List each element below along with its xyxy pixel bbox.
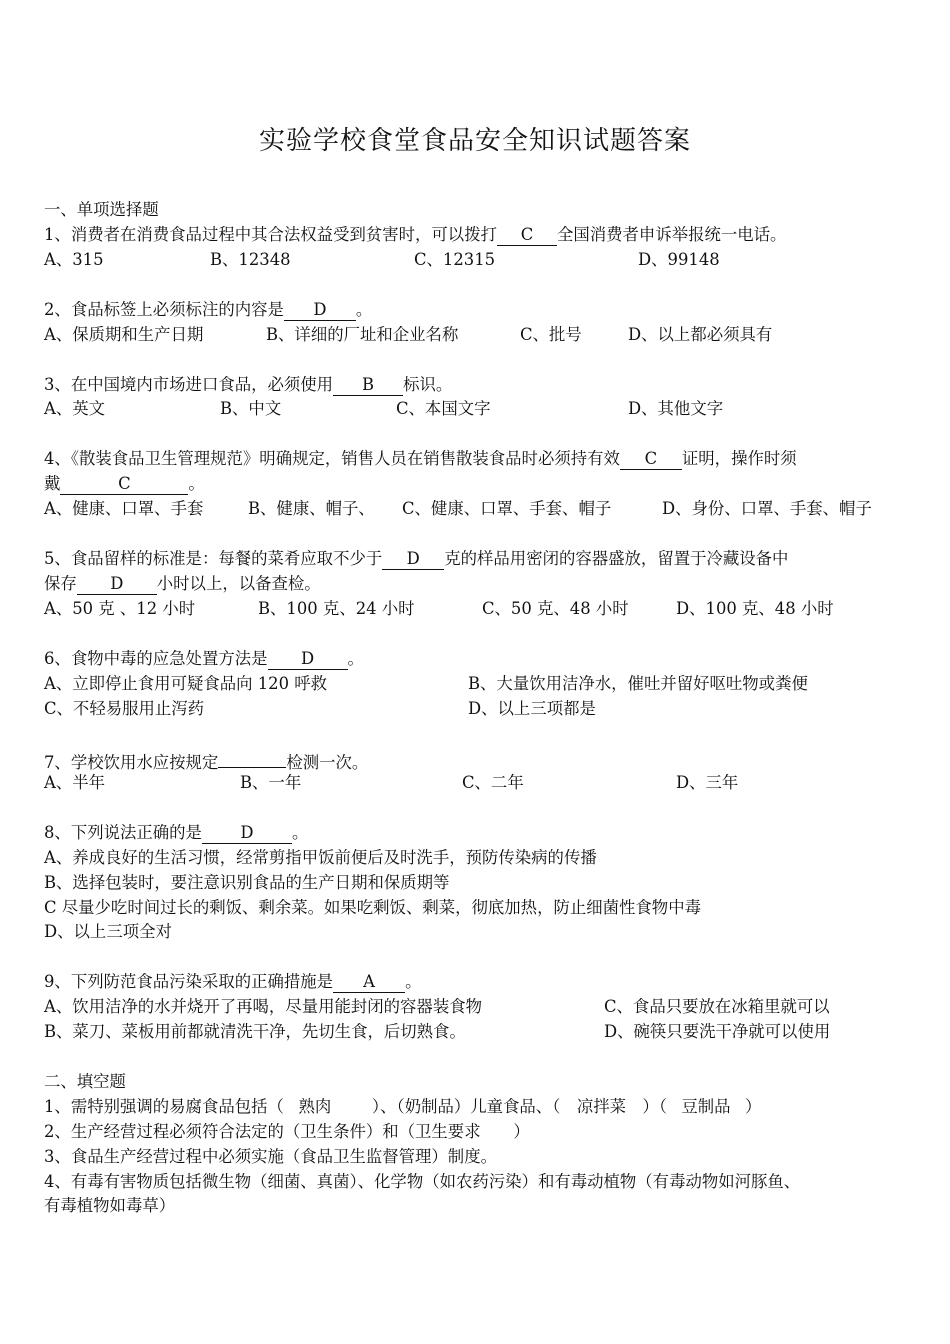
option-a: A、保质期和生产日期 [44,325,204,344]
answer-blank: D [202,823,292,844]
answer-blank-1: D [382,549,444,570]
option-c: C、食品只要放在冰箱里就可以 [604,997,830,1016]
question-6-options-row-2 [44,697,904,721]
question-3 [44,373,452,397]
question-text: 2、食品标签上必须标注的内容是 [44,300,284,319]
question-5 [44,547,788,571]
fill-answer-3: 凉拌菜 [576,1097,626,1116]
question-8 [44,821,308,845]
option-b: B、一年 [240,773,302,792]
question-4 [44,447,797,471]
option-c: C、本国文字 [396,399,491,418]
option-a: A、健康、口罩、手套 [44,499,204,518]
option-c: C、批号 [520,325,582,344]
section-heading-fill-in: 二、填空题 [44,1072,126,1091]
fill-text-end: ） [745,1097,762,1116]
question-text: 8、下列说法正确的是 [44,823,202,842]
question-9-options-row-2 [44,1020,914,1044]
question-text: 5、食品留样的标准是：每餐的菜肴应取不少于 [44,549,383,568]
question-7-options [44,771,904,795]
question-text: 7、学校饮用水应按规定 [44,753,219,772]
question-3-options [44,397,904,421]
option-b: B、12348 [210,250,291,269]
option-d: D、以上都必须具有 [628,325,773,344]
question-text-end: 检测一次。 [286,753,369,772]
question-9 [44,970,421,994]
question-2-options [44,323,904,347]
question-2 [44,298,372,322]
question-4-options [44,497,914,521]
answer-blank: C [497,225,557,246]
question-text-end: 标识。 [403,375,453,394]
option-c: C、二年 [462,773,524,792]
answer-blank [218,747,286,768]
option-b: B、大量饮用洁净水，催吐并留好呕吐物或粪便 [468,674,808,693]
option-b: B、选择包装时，要注意识别食品的生产日期和保质期等 [44,873,450,892]
question-text: 9、下列防范食品污染采取的正确措施是 [44,972,334,991]
answer-blank: A [333,972,405,993]
answer-blank: D [284,300,356,321]
option-a: A、315 [44,250,104,269]
question-1-options [44,248,904,272]
question-6 [44,647,364,671]
fill-question-3: 3、食品生产经营过程中必须实施（食品卫生监督管理）制度。 [44,1147,497,1166]
option-a: A、立即停止食用可疑食品向 120 呼救 [44,674,328,693]
option-a: A、英文 [44,399,106,418]
question-6-options-row-1 [44,672,904,696]
question-text-end: 全国消费者申诉举报统一电话。 [556,225,787,244]
option-c: C、50 克、48 小时 [482,599,629,618]
question-text: 6、食物中毒的应急处置方法是 [44,649,268,668]
option-a: A、养成良好的生活习惯，经常剪指甲饭前便后及时洗手，预防传染病的传播 [44,848,597,867]
fill-answer-4: 豆制品 [681,1097,731,1116]
question-1 [44,223,786,247]
fill-text: ）（ [642,1097,667,1116]
question-text-end: 小时以上，以备查检。 [156,574,321,593]
document-title: 实验学校食堂食品安全知识试题答案 [258,126,691,156]
option-a: A、饮用洁净的水并烧开了再喝，尽量用能封闭的容器装食物 [44,997,482,1016]
fill-text: 1、需特别强调的易腐食品包括（ [44,1097,284,1116]
answer-blank-1: C [620,449,682,470]
fill-question-2: 2、生产经营过程必须符合法定的（卫生条件）和（卫生要求 ） [44,1122,530,1141]
option-b: B、菜刀、菜板用前都就清洗干净，先切生食，后切熟食。 [44,1022,466,1041]
fill-answer-2: 奶制品 [404,1097,454,1116]
fill-answer-1: 熟肉 [298,1097,332,1116]
question-text: 1、消费者在消费食品过程中其合法权益受到贫害时，可以拨打 [44,225,497,244]
question-text-mid: 证明，操作时须 [681,449,797,468]
fill-question-4: 4、有毒有害物质包括微生物（细菌、真菌）、化学物（如农药污染）和有毒动植物（有毒动物如河豚鱼、 [44,1172,801,1191]
question-text-end: 。 [188,474,205,493]
question-text-mid: 克的样品用密闭的容器盛放，留置于冷藏设备中 [444,549,789,568]
answer-blank: B [333,375,403,396]
option-c: C、12315 [414,250,496,269]
option-d: D、三年 [676,773,739,792]
option-d: D、其他文字 [628,399,724,418]
question-text-end: 。 [405,972,422,991]
option-a: A、50 克 、12 小时 [44,599,196,618]
section-heading-single-choice: 一、单项选择题 [44,200,159,219]
option-a: A、半年 [44,773,106,792]
option-c: C、不轻易服用止泻药 [44,699,205,718]
option-d: D、99148 [638,250,720,269]
question-5-line-2 [44,572,321,596]
answer-blank-2: D [77,574,157,595]
answer-blank-2: C [60,474,188,495]
answer-blank: D [268,649,348,670]
option-d: D、100 克、48 小时 [676,599,834,618]
option-b: B、100 克、24 小时 [258,599,415,618]
question-text-end: 。 [291,823,309,842]
fill-text: ）儿童食品、（ [453,1097,561,1116]
question-text: 戴 [44,474,61,493]
question-text-end: 。 [347,649,364,668]
question-text: 4、《散装食品卫生管理规范》明确规定，销售人员在销售散装食品时必须持有效 [44,449,620,468]
option-c: C 尽量少吃时间过长的剩饭、剩余菜。如果吃剩饭、剩菜，彻底加热，防止细菌性食物中毒 [44,898,701,917]
question-4-line-2 [44,472,205,496]
fill-text: ）、（ [371,1097,405,1116]
question-9-options-row-1 [44,995,914,1019]
question-text: 保存 [44,574,77,593]
question-5-options [44,597,904,621]
fill-question-4-continued: 有毒植物如毒草） [44,1196,176,1215]
option-d: D、以上三项都是 [468,699,596,718]
option-b: B、中文 [220,399,282,418]
fill-question-1 [44,1095,761,1119]
option-b: B、健康、帽子、 [248,499,375,518]
option-d: D、以上三项全对 [44,922,172,941]
option-b: B、详细的厂址和企业名称 [266,325,459,344]
option-d: D、碗筷只要洗干净就可以使用 [604,1022,831,1041]
option-d: D、身份、口罩、手套、帽子 [662,499,872,518]
question-text-end: 。 [355,300,373,319]
question-text: 3、在中国境内市场进口食品，必须使用 [44,375,334,394]
option-c: C、健康、口罩、手套、帽子 [402,499,612,518]
